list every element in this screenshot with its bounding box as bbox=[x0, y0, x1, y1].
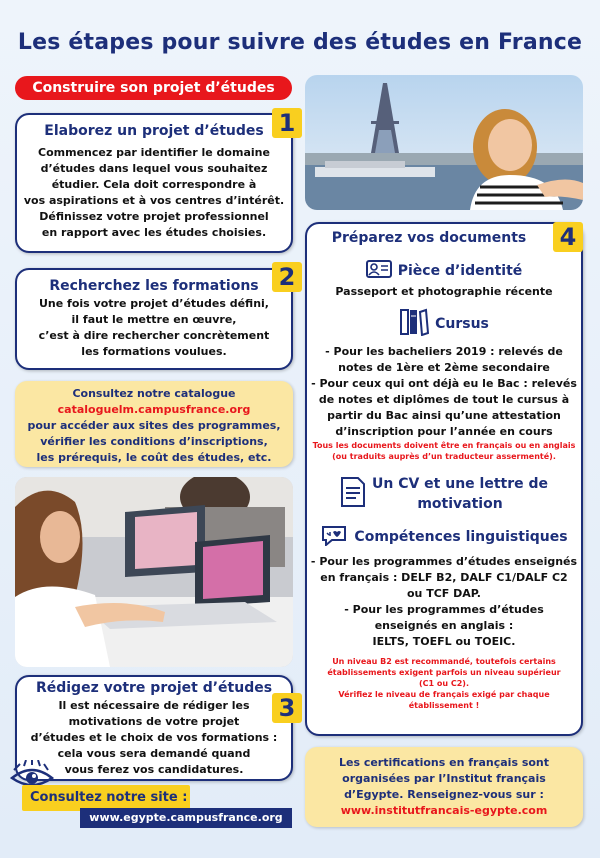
institut-francais-link[interactable]: www.institutfrancais-egypte.com bbox=[340, 804, 548, 817]
languages-note: Un niveau B2 est recommandé, toutefois certains établissements exigent parfois un niveau supérieur (C1 ou C2). Vérifiez le niveau de français exigé par chaque établissement ! bbox=[327, 657, 561, 710]
languages-title: Compétences linguistiques bbox=[354, 529, 568, 545]
step3-body: Il est nécessaire de rédiger les motivations de votre projet d’études et le choix de vos formations : cela vous sera demandé quand vous ferez vos candidatures. bbox=[30, 699, 278, 776]
campusfrance-site-link[interactable]: www.egypte.campusfrance.org bbox=[80, 808, 292, 828]
step2-body: Une fois votre projet d’études défini, il faut le mettre en œuvre, c’est à dire rechercher concrètement les formations voulues. bbox=[38, 297, 270, 358]
cursus-title: Cursus bbox=[435, 316, 489, 332]
id-card-icon bbox=[366, 260, 392, 282]
step1-number: 1 bbox=[272, 108, 302, 138]
step1-card bbox=[15, 113, 293, 253]
cv-heading bbox=[307, 474, 581, 514]
speech-bubble-icon bbox=[320, 524, 348, 550]
page-title: Les étapes pour suivre des études en France bbox=[17, 30, 583, 55]
cv-title-2: motivation bbox=[417, 496, 503, 512]
catalogue-link[interactable]: cataloguelm.campusfrance.org bbox=[57, 403, 251, 416]
section-banner: Construire son projet d’études bbox=[15, 76, 292, 100]
step1-body: Commencez par identifier le domaine d’études dans lequel vous souhaitez étudier. Cela doit correspondre à vos aspirations et à vos centres d’intérêt. Définissez votre projet professionnel en rapport avec les études choisies. bbox=[23, 146, 285, 239]
step3-number: 3 bbox=[272, 693, 302, 723]
step3-title: Rédigez votre projet d’études bbox=[35, 680, 273, 696]
cursus-heading bbox=[307, 308, 581, 340]
step4-number: 4 bbox=[553, 222, 583, 252]
step4-card bbox=[305, 222, 583, 736]
paris-photo bbox=[305, 75, 583, 210]
languages-body: - Pour les programmes d’études enseignés en français : DELF B2, DALF C1/DALF C2 ou TCF DAP. - Pour les programmes d’études enseignés en anglais : IELTS, TOEFL ou TOEIC. bbox=[310, 555, 578, 648]
languages-heading bbox=[307, 524, 581, 550]
identity-body: Passeport et photographie récente bbox=[335, 285, 553, 298]
step2-title: Recherchez les formations bbox=[49, 278, 259, 294]
identity-title: Pièce d’identité bbox=[397, 263, 523, 279]
student-laptop-photo bbox=[15, 477, 293, 667]
step3-card bbox=[15, 675, 293, 781]
cv-title-1: Un CV et une lettre de bbox=[371, 476, 549, 492]
document-icon bbox=[340, 476, 366, 512]
consult-site-banner: Consultez notre site : bbox=[22, 785, 190, 811]
books-icon bbox=[399, 308, 429, 340]
cursus-note: Tous les documents doivent être en français ou en anglais (ou traduits auprès d’un traducteur assermenté). bbox=[312, 441, 576, 461]
step4-title: Préparez vos documents bbox=[331, 230, 527, 246]
cursus-body: - Pour les bacheliers 2019 : relevés de notes de 1ère et 2ème secondaire - Pour ceux qui ont déjà eu le Bac : relevés de notes et diplômes de tout le cursus à partir du Bac ainsi qu’une attestation d’inscription pour l’année en cours bbox=[311, 345, 577, 438]
step2-card bbox=[15, 268, 293, 370]
catalogue-box: Consultez notre catalogue cataloguelm.campusfrance.org pour accéder aux sites des programmes, vérifier les conditions d’inscriptions, les prérequis, le coût des études, etc. bbox=[15, 381, 293, 467]
step1-title: Elaborez un projet d’études bbox=[44, 123, 264, 139]
certifications-box: Les certifications en français sont organisées par l’Institut français d’Egypte. Renseignez-vous sur : www.institutfrancais-egypte.com bbox=[305, 747, 583, 827]
identity-heading bbox=[307, 260, 581, 282]
step2-number: 2 bbox=[272, 262, 302, 292]
